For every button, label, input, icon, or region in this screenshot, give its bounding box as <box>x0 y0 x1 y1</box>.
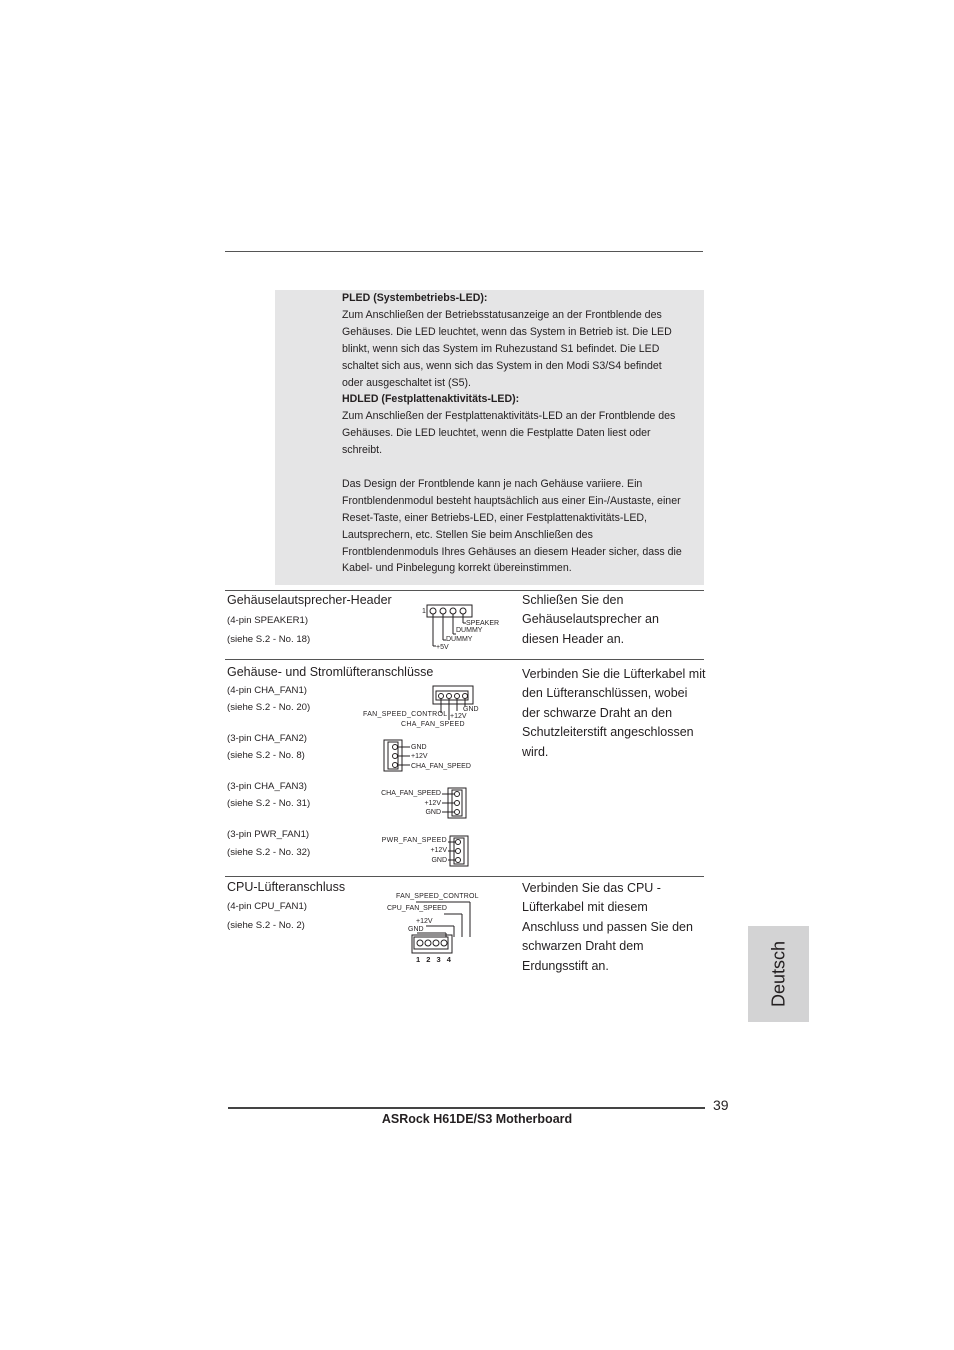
svg-text:PWR_FAN_SPEED: PWR_FAN_SPEED <box>381 837 447 844</box>
section-rule <box>225 659 704 660</box>
svg-text:+12V: +12V <box>416 918 433 925</box>
cpu-fan-diagram <box>382 889 482 965</box>
svg-text:1: 1 <box>422 608 426 615</box>
fan-pin: (3-pin CHA_FAN2) <box>227 733 307 744</box>
svg-text:+12V: +12V <box>424 800 441 807</box>
design-line: Lautsprechern, etc. Stellen Sie beim Anschließen des <box>342 528 593 541</box>
fan-pin: (4-pin CHA_FAN1) <box>227 685 307 696</box>
svg-text:FAN_SPEED_CONTROL: FAN_SPEED_CONTROL <box>363 711 448 718</box>
svg-text:GND: GND <box>408 926 424 933</box>
svg-text:DUMMY: DUMMY <box>446 636 473 643</box>
cha-fan3-diagram <box>380 784 475 822</box>
svg-text:GND: GND <box>463 706 479 713</box>
fans-title: Gehäuse- und Stromlüfteranschlüsse <box>227 665 434 679</box>
svg-text:CHA_FAN_SPEED: CHA_FAN_SPEED <box>411 763 471 770</box>
page-number: 39 <box>713 1097 729 1113</box>
svg-text:+5V: +5V <box>436 644 449 651</box>
svg-text:CPU_FAN_SPEED: CPU_FAN_SPEED <box>387 905 447 912</box>
svg-text:+12V: +12V <box>430 847 447 854</box>
svg-text:1 2 3 4: 1 2 3 4 <box>416 955 453 964</box>
svg-text:GND: GND <box>425 809 441 816</box>
pwr-fan1-diagram <box>380 832 475 870</box>
svg-text:SPEAKER: SPEAKER <box>466 620 500 627</box>
pled-line: blinkt, wenn sich das System im Ruhezustand S1 befindet. Die LED <box>342 342 660 355</box>
svg-text:FAN_SPEED_CONTROL: FAN_SPEED_CONTROL <box>396 893 479 900</box>
svg-text:+12V: +12V <box>411 753 428 760</box>
language-tab <box>748 926 809 1022</box>
design-line: Das Design der Frontblende kann je nach Gehäuse variiere. Ein <box>342 477 643 490</box>
footer-rule <box>228 1107 705 1109</box>
fan-ref: (siehe S.2 - No. 31) <box>227 798 311 809</box>
cha-fan1-diagram <box>360 683 485 729</box>
fan-pin: (3-pin PWR_FAN1) <box>227 829 310 840</box>
top-rule <box>225 251 703 252</box>
footer-title: ASRock H61DE/S3 Motherboard <box>381 1112 573 1126</box>
design-line: Frontblendenmoduls Ihres Gehäuses an diesem Header sicher, dass die <box>342 545 682 558</box>
section-rule <box>225 876 704 877</box>
design-line: Kabel- und Pinbelegung korrekt übereinstimmen. <box>342 562 572 575</box>
svg-text:GND: GND <box>431 857 447 864</box>
speaker-header-diagram <box>418 600 508 652</box>
pled-line: Zum Anschließen der Betriebsstatusanzeige an der Frontblende des <box>342 308 662 321</box>
svg-text:+12V: +12V <box>450 713 467 720</box>
fan-ref: (siehe S.2 - No. 32) <box>227 847 311 858</box>
design-line: Frontblendenmodul besteht hauptsächlich aus einer Ein-/Austaste, einer <box>342 494 681 507</box>
hdled-line: Zum Anschließen der Festplattenaktivitäts-LED an der Frontblende des <box>342 410 676 423</box>
speaker-ref: (siehe S.2 - No. 18) <box>227 634 311 645</box>
svg-text:CHA_FAN_SPEED: CHA_FAN_SPEED <box>381 790 441 797</box>
hdled-line: Gehäuses. Die LED leuchtet, wenn die Festplatte Daten liest oder <box>342 427 651 440</box>
cpu-title: CPU-Lüfteranschluss <box>227 880 346 894</box>
pled-line: Gehäuses. Die LED leuchtet, wenn das System in Betrieb ist. Die LED <box>342 325 672 338</box>
hdled-line: schreibt. <box>342 444 383 457</box>
svg-text:CHA_FAN_SPEED: CHA_FAN_SPEED <box>401 721 465 728</box>
language-tab-label: Deutsch <box>768 940 788 1008</box>
cpu-pin: (4-pin CPU_FAN1) <box>227 901 307 912</box>
pled-line: schaltet sich aus, wenn sich das System in den Modi S3/S4 befindet <box>342 359 662 372</box>
fans-description: Verbinden Sie die Lüfterkabel mit den Lüfteranschlüssen, wobei der schwarze Draht an den Schutzleiterstift angeschlossen wird. <box>522 667 706 759</box>
pled-title: PLED (Systembetriebs-LED): <box>342 292 488 304</box>
fan-pin: (3-pin CHA_FAN3) <box>227 781 307 792</box>
hdled-title: HDLED (Festplattenaktivitäts-LED): <box>342 393 520 406</box>
speaker-title: Gehäuselautsprecher-Header <box>227 593 392 607</box>
speaker-description: Schließen Sie den Gehäuselautsprecher an diesen Header an. <box>522 593 659 646</box>
speaker-pin: (4-pin SPEAKER1) <box>227 615 309 626</box>
cha-fan2-diagram <box>380 737 480 775</box>
cpu-description: Verbinden Sie das CPU - Lüfterkabel mit diesem Anschluss und passen Sie den schwarzen Draht dem Erdungsstift an. <box>522 881 693 973</box>
svg-text:GND: GND <box>411 744 427 751</box>
pled-line: oder ausgeschaltet ist (S5). <box>342 376 471 389</box>
cpu-ref: (siehe S.2 - No. 2) <box>227 920 305 931</box>
svg-text:DUMMY: DUMMY <box>456 627 483 634</box>
info-box-text <box>342 290 704 577</box>
design-line: Reset-Taste, einer Betriebs-LED, einer Festplattenaktivitäts-LED, <box>342 511 647 524</box>
fan-ref: (siehe S.2 - No. 8) <box>227 750 305 761</box>
fan-ref: (siehe S.2 - No. 20) <box>227 702 311 713</box>
